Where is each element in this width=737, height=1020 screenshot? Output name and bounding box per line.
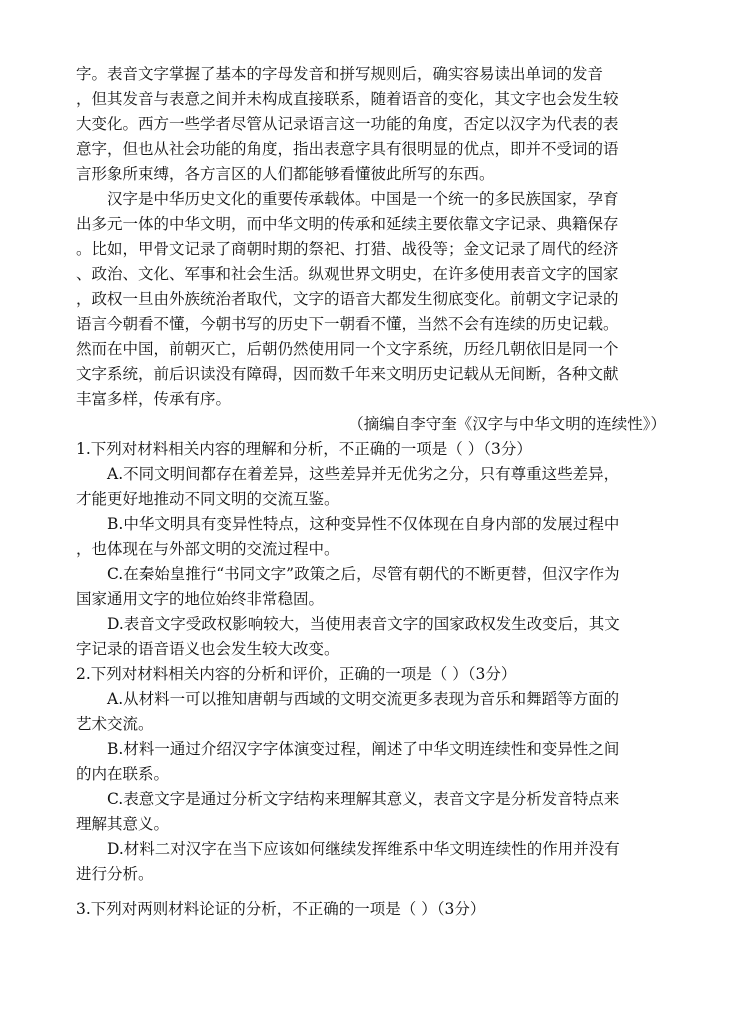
option-line: ，也体现在与外部文明的交流过程中。 xyxy=(76,540,340,558)
text-line: 、政治、文化、军事和社会生活。纵观世界文明史，在许多使用表音文字的国家 xyxy=(76,265,619,283)
material-paragraph-2 xyxy=(76,187,666,412)
text-line: 汉字是中华历史文化的重要传承载体。中国是一个统一的多民族国家，孕育 xyxy=(107,190,619,208)
document-page xyxy=(76,62,666,922)
option-line: B.中华文明具有变异性特点，这种变异性不仅体现在自身内部的发展过程中 xyxy=(107,515,620,533)
option-line: 艺术交流。 xyxy=(76,715,154,733)
material-paragraph-1 xyxy=(76,62,666,187)
option-line: A.从材料一可以推知唐朝与西域的文明交流更多表现为音乐和舞蹈等方面的 xyxy=(107,690,620,708)
spacer xyxy=(76,887,666,897)
option-a xyxy=(76,462,666,512)
option-line: 理解其意义。 xyxy=(76,815,170,833)
source-citation: （摘编自李守奎《汉字与中华文明的连续性》） xyxy=(348,415,666,433)
option-b xyxy=(76,737,666,787)
text-line: 然而在中国，前朝灭亡，后朝仍然使用同一个文字系统，历经几朝依旧是同一个 xyxy=(76,340,619,358)
text-line: 字。表音文字掌握了基本的字母发音和拼写规则后，确实容易读出单词的发音 xyxy=(76,65,604,83)
text-line: 大变化。西方一些学者尽管从记录语言这一功能的角度，否定以汉字为代表的表 xyxy=(76,115,619,133)
option-line: 进行分析。 xyxy=(76,865,154,883)
text-line: 语言今朝看不懂，今朝书写的历史下一朝看不懂，当然不会有连续的历史记载。 xyxy=(76,315,619,333)
question-1 xyxy=(76,437,666,662)
text-line: 。比如，甲骨文记录了商朝时期的祭祀、打猎、战役等；金文记录了周代的经济 xyxy=(76,240,619,258)
question-stem: 1.下列对材料相关内容的理解和分析，不正确的一项是（ ）（3分） xyxy=(76,440,532,458)
option-b xyxy=(76,512,666,562)
option-line: C.表意文字是通过分析文字结构来理解其意义，表音文字是分析发音特点来 xyxy=(107,790,620,808)
question-3 xyxy=(76,897,666,922)
text-line: 言形象所束缚，各方言区的人们都能够看懂彼此所写的东西。 xyxy=(76,165,495,183)
option-line: 才能更好地推动不同文明的交流互鉴。 xyxy=(76,490,340,508)
text-line: 丰富多样，传承有序。 xyxy=(76,390,232,408)
question-stem: 2.下列对材料相关内容的分析和评价，正确的一项是（ ）（3分） xyxy=(76,665,517,683)
option-line: 字记录的语音语义也会发生较大改变。 xyxy=(76,640,340,658)
question-stem: 3.下列对两则材料论证的分析，不正确的一项是（ ）（3分） xyxy=(76,900,486,918)
option-d xyxy=(76,837,666,887)
question-2 xyxy=(76,662,666,887)
option-line: A.不同文明间都存在着差异，这些差异并无优劣之分，只有尊重这些差异， xyxy=(107,465,620,483)
option-line: D.表音文字受政权影响较大，当使用表音文字的国家政权发生改变后，其文 xyxy=(107,615,620,633)
text-line: 意字，但也从社会功能的角度，指出表意字具有很明显的优点，即并不受词的语 xyxy=(76,140,619,158)
option-c xyxy=(76,562,666,612)
option-c xyxy=(76,787,666,837)
text-line: 出多元一体的中华文明，而中华文明的传承和延续主要依靠文字记录、典籍保存 xyxy=(76,215,619,233)
option-line: D.材料二对汉字在当下应该如何继续发挥维系中华文明连续性的作用并没有 xyxy=(107,840,620,858)
option-line: 的内在联系。 xyxy=(76,765,170,783)
text-line: ，政权一旦由外族统治者取代，文字的语音大都发生彻底变化。前朝文字记录的 xyxy=(76,290,619,308)
option-line: 国家通用文字的地位始终非常稳固。 xyxy=(76,590,325,608)
text-line: ，但其发音与表意之间并未构成直接联系，随着语音的变化，其文字也会发生较 xyxy=(76,90,619,108)
option-line: B.材料一通过介绍汉字字体演变过程，阐述了中华文明连续性和变异性之间 xyxy=(107,740,620,758)
option-line: C.在秦始皇推行“书同文字”政策之后，尽管有朝代的不断更替，但汉字作为 xyxy=(107,565,620,583)
text-line: 文字系统，前后识读没有障碍，因而数千年来文明历史记载从无间断，各种文献 xyxy=(76,365,619,383)
option-d xyxy=(76,612,666,662)
option-a xyxy=(76,687,666,737)
